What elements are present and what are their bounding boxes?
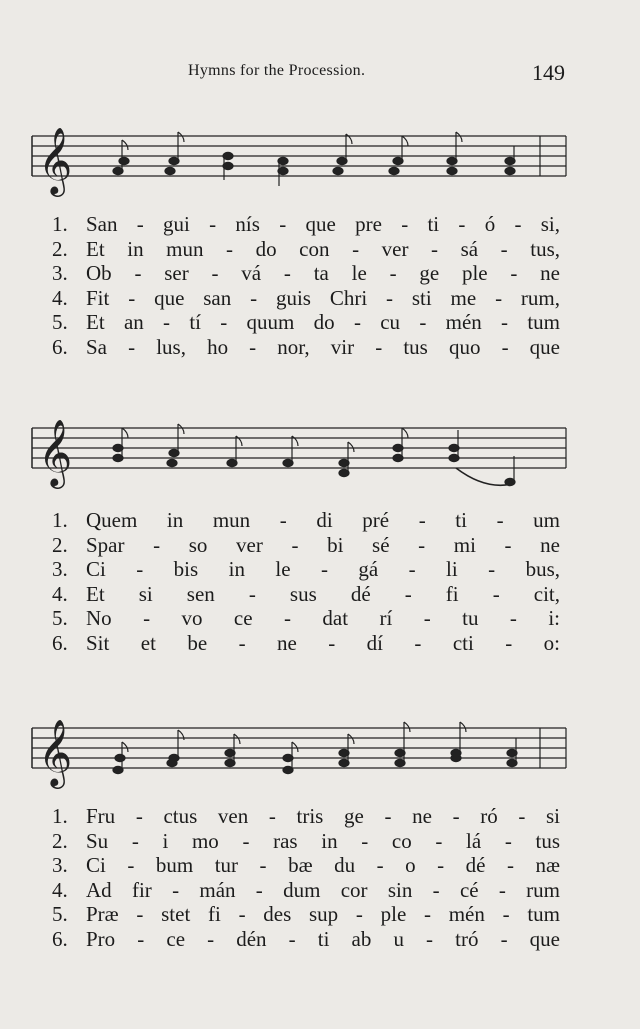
lyric-syllable: dé [465, 853, 486, 877]
lyric-syllable: be [187, 630, 208, 655]
lyric-syllable: dé [350, 581, 371, 606]
lyric-syllable: rí [379, 606, 393, 630]
syllable-hyphen: - [505, 630, 513, 655]
lyric-syllable: ta [313, 261, 329, 285]
lyric-syllable: tus, [530, 236, 560, 261]
lyric-syllable: Ad [86, 877, 112, 902]
lyric-syllable: guis [275, 285, 311, 310]
lyric-syllable: San [86, 212, 118, 236]
lyric-syllable: si [138, 581, 153, 606]
verse-line [0, 927, 640, 951]
lyric-syllable: bus, [525, 557, 560, 581]
lyric-syllable: san [203, 285, 232, 310]
lyric-syllable: dén [236, 926, 267, 951]
syllable-hyphen: - [389, 261, 397, 285]
syllable-hyphen: - [437, 853, 445, 877]
syllable-hyphen: - [220, 310, 228, 334]
verse-number: 6. [52, 926, 68, 951]
verse-line [0, 878, 640, 902]
syllable-hyphen: - [384, 804, 392, 828]
syllable-hyphen: - [386, 285, 393, 310]
syllable-hyphen: - [134, 261, 142, 285]
lyric-syllable: ne [277, 630, 297, 655]
verse-number: 4. [52, 285, 68, 310]
lyric-syllable: ne [412, 804, 432, 828]
lyric-syllable: stet [161, 902, 191, 926]
syllable-hyphen: - [432, 877, 440, 902]
svg-text:𝄞: 𝄞 [38, 126, 73, 194]
verse-number: 3. [52, 557, 68, 581]
treble-clef-icon [38, 126, 72, 197]
verse-number: 1. [52, 212, 68, 236]
lyric-syllable: Ob [86, 261, 112, 285]
syllable-hyphen: - [288, 926, 296, 951]
lyric-syllable: si, [540, 212, 560, 236]
verse-number: 2. [52, 236, 68, 261]
lyric-syllable: u [393, 926, 404, 951]
lyric-syllable: co [391, 828, 412, 853]
syllable-hyphen: - [128, 334, 136, 359]
syllable-hyphen: - [506, 853, 514, 877]
verse-number: 1. [52, 508, 68, 532]
syllable-hyphen: - [414, 630, 422, 655]
lyric-syllable: tus [403, 334, 428, 359]
lyric-syllable: si [545, 804, 560, 828]
lyric-syllable: rum, [520, 285, 560, 310]
lyric-syllable: Sa [86, 334, 107, 359]
lyric-syllable: mén [445, 310, 482, 334]
syllable-hyphen: - [424, 902, 431, 926]
lyric-syllable: ó [484, 212, 496, 236]
syllable-hyphen: - [376, 853, 384, 877]
lyric-syllable: ctus [163, 804, 198, 828]
lyric-syllable: Quem [86, 508, 138, 532]
syllable-hyphen: - [500, 926, 508, 951]
verse-line [0, 286, 640, 310]
lyric-syllable: so [188, 532, 208, 557]
syllable-hyphen: - [375, 334, 383, 359]
lyric-syllable: dum [283, 877, 321, 902]
lyric-syllable: sé [372, 532, 390, 557]
lyric-syllable: que [154, 285, 185, 310]
lyric-syllable: que [529, 926, 560, 951]
syllable-hyphen: - [135, 804, 143, 828]
syllable-hyphen: - [242, 828, 250, 853]
lyric-syllable: ple [461, 261, 488, 285]
syllable-hyphen: - [361, 828, 369, 853]
lyric-syllable: que [529, 334, 560, 359]
syllable-hyphen: - [509, 606, 517, 630]
verse-line [0, 804, 640, 828]
verse-line [0, 508, 640, 532]
syllable-hyphen: - [518, 804, 526, 828]
lyric-syllable: Ci [86, 557, 106, 581]
lyric-syllable: Ci [86, 853, 106, 877]
verse-number: 5. [52, 606, 68, 630]
lyric-syllable: ti [427, 212, 440, 236]
lyric-syllable: cit, [533, 581, 560, 606]
lyric-syllable: gá [358, 557, 379, 581]
syllable-hyphen: - [207, 926, 215, 951]
syllable-hyphen: - [514, 212, 522, 236]
syllable-hyphen: - [248, 581, 256, 606]
lyric-syllable: sá [460, 236, 479, 261]
syllable-hyphen: - [488, 557, 496, 581]
lyric-syllable: sen [186, 581, 215, 606]
lyric-syllable: fir [131, 877, 152, 902]
lyric-syllable: ver [236, 532, 263, 557]
lyric-syllable: lus, [156, 334, 186, 359]
lyric-syllable: li [446, 557, 458, 581]
syllable-hyphen: - [510, 261, 518, 285]
lyric-syllable: quum [246, 310, 295, 334]
syllable-hyphen: - [504, 532, 512, 557]
syllable-hyphen: - [143, 606, 151, 630]
syllable-hyphen: - [172, 877, 180, 902]
verse-line [0, 237, 640, 261]
lyric-syllable: um [533, 508, 560, 532]
syllable-hyphen: - [431, 236, 439, 261]
syllable-hyphen: - [418, 532, 426, 557]
lyric-syllable: le [351, 261, 367, 285]
syllable-hyphen: - [137, 926, 145, 951]
verse-line [0, 335, 640, 359]
lyric-syllable: tus [535, 828, 560, 853]
syllable-hyphen: - [496, 508, 504, 532]
lyric-syllable: fi [208, 902, 221, 926]
lyric-syllable: do [313, 310, 335, 334]
music-staff-1 [0, 118, 640, 198]
lyric-syllable: ne [540, 261, 560, 285]
verse-number: 4. [52, 877, 68, 902]
lyric-syllable: du [334, 853, 356, 877]
syllable-hyphen: - [355, 902, 363, 926]
lyric-syllable: Et [86, 236, 105, 261]
syllable-hyphen: - [352, 236, 360, 261]
lyric-syllable: mi [453, 532, 476, 557]
syllable-hyphen: - [136, 557, 144, 581]
lyric-syllable: sti [411, 285, 432, 310]
syllable-hyphen: - [226, 236, 234, 261]
verse-line [0, 212, 640, 236]
syllable-hyphen: - [249, 334, 257, 359]
syllable-hyphen: - [328, 630, 336, 655]
verse-number: 1. [52, 804, 68, 828]
syllable-hyphen: - [408, 557, 416, 581]
lyric-syllable: bi [327, 532, 344, 557]
lyric-syllable: tí [189, 310, 201, 334]
syllable-hyphen: - [163, 310, 171, 334]
lyric-syllable: Sit [86, 630, 110, 655]
syllable-hyphen: - [423, 606, 431, 630]
lyric-syllable: des [263, 902, 292, 926]
lyric-syllable: næ [535, 853, 560, 877]
lyric-syllable: tum [527, 902, 560, 926]
lyric-syllable: rum [526, 877, 560, 902]
syllable-hyphen: - [283, 606, 291, 630]
syllable-hyphen: - [419, 310, 427, 334]
lyric-syllable: Et [86, 581, 105, 606]
syllable-hyphen: - [268, 804, 276, 828]
syllable-hyphen: - [259, 853, 267, 877]
syllable-hyphen: - [255, 877, 263, 902]
lyric-syllable: cor [340, 877, 368, 902]
lyric-syllable: ver [381, 236, 409, 261]
lyric-syllable: nís [235, 212, 260, 236]
lyric-syllable: mán [199, 877, 236, 902]
lyric-syllable: ce [166, 926, 186, 951]
lyric-syllable: o: [543, 630, 560, 655]
lyric-syllable: sin [387, 877, 413, 902]
syllable-hyphen: - [498, 877, 506, 902]
verse-number: 6. [52, 334, 68, 359]
lyric-syllable: bæ [288, 853, 313, 877]
verse-number: 2. [52, 532, 68, 557]
lyric-syllable: Spar [86, 532, 125, 557]
lyric-syllable: in [321, 828, 338, 853]
lyric-syllable: cti [452, 630, 474, 655]
lyric-syllable: ras [273, 828, 298, 853]
page-number: 149 [532, 60, 565, 85]
verse-line [0, 533, 640, 557]
verse-number: 3. [52, 853, 68, 877]
lyric-syllable: di [316, 508, 333, 532]
music-staff-2 [0, 408, 640, 498]
verse-line [0, 853, 640, 877]
lyric-syllable: nor, [277, 334, 310, 359]
lyric-syllable: ce [233, 606, 253, 630]
verse-number: 5. [52, 902, 68, 926]
verse-line [0, 310, 640, 334]
lyric-syllable: tur [214, 853, 239, 877]
syllable-hyphen: - [238, 902, 246, 926]
syllable-hyphen: - [283, 261, 291, 285]
lyric-syllable: ne [540, 532, 560, 557]
syllable-hyphen: - [136, 902, 144, 926]
verse-line [0, 902, 640, 926]
syllable-hyphen: - [502, 902, 510, 926]
lyric-syllable: lá [466, 828, 482, 853]
syllable-hyphen: - [136, 212, 144, 236]
lyric-syllable: in [127, 236, 144, 261]
lyric-syllable: et [140, 630, 156, 655]
syllable-hyphen: - [353, 310, 361, 334]
lyric-syllable: mo [191, 828, 219, 853]
lyric-syllable: mun [212, 508, 251, 532]
lyric-syllable: que [305, 212, 336, 236]
verse-number: 4. [52, 581, 68, 606]
verse-line [0, 829, 640, 853]
verse-number: 3. [52, 261, 68, 285]
syllable-hyphen: - [504, 828, 512, 853]
lyric-syllable: Pro [86, 926, 116, 951]
treble-clef-icon [38, 718, 72, 789]
lyric-syllable: pre [355, 212, 382, 236]
syllable-hyphen: - [127, 853, 135, 877]
lyric-syllable: o [405, 853, 416, 877]
lyric-syllable: No [86, 606, 112, 630]
lyric-syllable: tris [296, 804, 324, 828]
lyric-syllable: sup [309, 902, 339, 926]
lyric-syllable: gui [163, 212, 190, 236]
lyric-syllable: pré [362, 508, 390, 532]
lyric-syllable: ti [455, 508, 467, 532]
syllable-hyphen: - [495, 285, 503, 310]
lyric-syllable: cu [380, 310, 401, 334]
lyric-syllable: tum [527, 310, 560, 334]
lyric-syllable: ho [207, 334, 229, 359]
syllable-hyphen: - [291, 532, 299, 557]
lyric-syllable: me [450, 285, 477, 310]
lyric-syllable: ge [344, 804, 364, 828]
lyric-syllable: mun [166, 236, 204, 261]
lyric-syllable: Su [86, 828, 109, 853]
lyric-syllable: tu [462, 606, 479, 630]
lyric-syllable: quo [448, 334, 481, 359]
lyric-syllable: Et [86, 310, 105, 334]
syllable-hyphen: - [209, 212, 217, 236]
lyric-syllable: Chri [329, 285, 368, 310]
lyric-syllable: le [275, 557, 291, 581]
syllable-hyphen: - [501, 334, 509, 359]
verse-line [0, 261, 640, 285]
verse-line [0, 606, 640, 630]
syllable-hyphen: - [131, 828, 139, 853]
lyric-syllable: Præ [86, 902, 119, 926]
syllable-hyphen: - [418, 508, 426, 532]
lyric-syllable: bum [155, 853, 194, 877]
syllable-hyphen: - [153, 532, 161, 557]
lyric-syllable: in [228, 557, 245, 581]
syllable-hyphen: - [458, 212, 466, 236]
syllable-hyphen: - [279, 212, 287, 236]
syllable-hyphen: - [211, 261, 219, 285]
lyric-syllable: ser [164, 261, 189, 285]
lyric-syllable: Fru [86, 804, 116, 828]
verse-number: 6. [52, 630, 68, 655]
treble-clef-icon [38, 418, 72, 489]
syllable-hyphen: - [452, 804, 460, 828]
lyric-syllable: an [123, 310, 144, 334]
syllable-hyphen: - [501, 310, 509, 334]
lyric-syllable: fi [445, 581, 459, 606]
running-header: Hymns for the Procession. [188, 62, 366, 79]
lyric-syllable: con [299, 236, 330, 261]
verse-line [0, 557, 640, 581]
lyric-syllable: ven [217, 804, 249, 828]
syllable-hyphen: - [279, 508, 287, 532]
lyric-syllable: cé [459, 877, 479, 902]
svg-text:𝄞: 𝄞 [38, 718, 73, 786]
lyric-syllable: ab [351, 926, 372, 951]
syllable-hyphen: - [128, 285, 136, 310]
lyric-syllable: ple [380, 902, 407, 926]
lyric-syllable: vá [241, 261, 262, 285]
lyric-syllable: i [162, 828, 169, 853]
lyric-syllable: dat [322, 606, 349, 630]
verse-line [0, 582, 640, 606]
svg-text:𝄞: 𝄞 [38, 418, 73, 486]
syllable-hyphen: - [320, 557, 328, 581]
lyric-syllable: ti [317, 926, 330, 951]
verse-number: 2. [52, 828, 68, 853]
syllable-hyphen: - [238, 630, 246, 655]
lyric-syllable: dí [366, 630, 383, 655]
syllable-hyphen: - [404, 581, 412, 606]
syllable-hyphen: - [435, 828, 443, 853]
verse-line [0, 631, 640, 655]
lyric-syllable: vo [181, 606, 203, 630]
syllable-hyphen: - [250, 285, 258, 310]
verse-number: 5. [52, 310, 68, 334]
lyric-syllable: in [166, 508, 184, 532]
syllable-hyphen: - [492, 581, 500, 606]
lyric-syllable: bis [173, 557, 199, 581]
syllable-hyphen: - [426, 926, 434, 951]
lyric-syllable: mén [448, 902, 485, 926]
lyric-syllable: Fit [86, 285, 110, 310]
music-staff-3 [0, 708, 640, 798]
lyric-syllable: vir [330, 334, 355, 359]
syllable-hyphen: - [401, 212, 409, 236]
lyric-syllable: ge [419, 261, 440, 285]
lyric-syllable: tró [455, 926, 479, 951]
lyric-syllable: do [255, 236, 277, 261]
lyric-syllable: sus [289, 581, 317, 606]
syllable-hyphen: - [500, 236, 508, 261]
lyric-syllable: i: [548, 606, 560, 630]
lyric-syllable: ró [480, 804, 498, 828]
